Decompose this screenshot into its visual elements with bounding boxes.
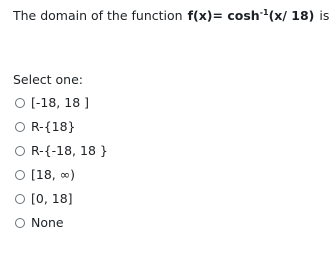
- radio-button[interactable]: [15, 170, 25, 180]
- radio-button[interactable]: [15, 122, 25, 132]
- option-label: [18, ∞): [31, 167, 76, 182]
- radio-button[interactable]: [15, 194, 25, 204]
- radio-button[interactable]: [15, 98, 25, 108]
- option-label: [-18, 18 ]: [31, 95, 89, 110]
- answer-options: [15, 91, 108, 235]
- formula-tail: (x/ 18): [268, 8, 315, 23]
- select-one-prompt: Select one:: [13, 72, 84, 87]
- question-formula: [188, 8, 315, 23]
- radio-button[interactable]: [15, 146, 25, 156]
- option-2[interactable]: [15, 115, 108, 139]
- option-5[interactable]: [15, 187, 108, 211]
- radio-button[interactable]: [15, 218, 25, 228]
- question-lead: The domain of the function: [13, 8, 183, 23]
- option-3[interactable]: [15, 139, 108, 163]
- option-label: R-{18}: [31, 119, 76, 134]
- question-text: [13, 6, 335, 26]
- option-label: [0, 18]: [31, 191, 73, 206]
- option-4[interactable]: [15, 163, 108, 187]
- option-label: None: [31, 215, 64, 230]
- option-6[interactable]: [15, 211, 108, 235]
- option-1[interactable]: [15, 91, 108, 115]
- question-tail: is: [319, 8, 330, 23]
- option-label: R-{-18, 18 }: [31, 143, 108, 158]
- formula-superscript: -1: [259, 7, 269, 17]
- formula-main: f(x)= cosh: [187, 8, 260, 23]
